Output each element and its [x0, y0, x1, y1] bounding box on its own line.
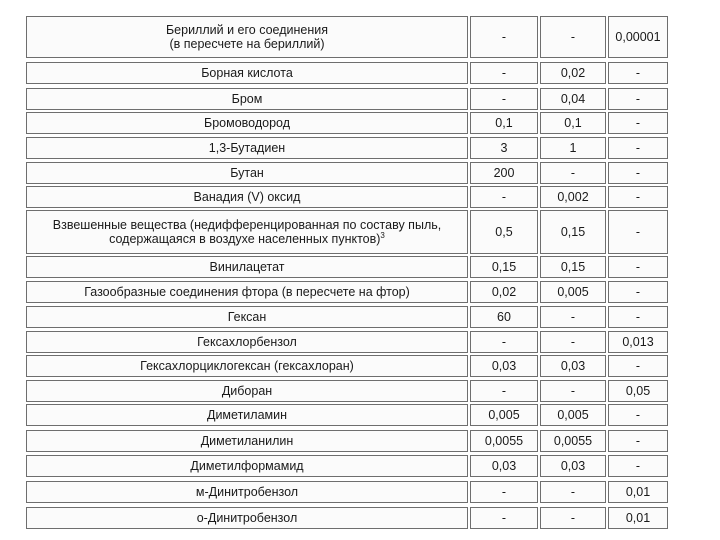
- table-row: [0, 16, 720, 58]
- value-cell-3: -: [608, 306, 668, 328]
- substance-name-line: [230, 166, 264, 180]
- substance-name-cell: [26, 306, 468, 328]
- substance-name-text: Борная кислота: [201, 66, 293, 80]
- value-cell-2: 0,0055: [540, 430, 606, 452]
- table-row: [0, 380, 720, 402]
- substance-name-cell: [26, 481, 468, 503]
- substance-name-text: Бром: [231, 92, 263, 106]
- value-cell-2: 0,005: [540, 404, 606, 426]
- value-cell-1: -: [470, 380, 538, 402]
- value-cell-3: -: [608, 404, 668, 426]
- table-row: [0, 306, 720, 328]
- table-row: [0, 331, 720, 353]
- table-row: [0, 404, 720, 426]
- value-cell-3: 0,00001: [608, 16, 668, 58]
- value-cell-3: -: [608, 162, 668, 184]
- value-cell-2: -: [540, 16, 606, 58]
- substance-name-cell: [26, 62, 468, 84]
- value-cell-3: 0,01: [608, 507, 668, 529]
- value-cell-2: 0,03: [540, 355, 606, 377]
- table-row: [0, 430, 720, 452]
- value-cell-1: 60: [470, 306, 538, 328]
- substance-name-text: о-Динитробензол: [196, 511, 298, 525]
- value-cell-3: -: [608, 430, 668, 452]
- table-row: [0, 355, 720, 377]
- substance-name-line: [201, 434, 294, 448]
- substance-name-text: Гексан: [227, 310, 267, 324]
- substance-name-text: Гексахлорбензол: [197, 335, 297, 349]
- value-cell-1: -: [470, 62, 538, 84]
- value-cell-2: 0,02: [540, 62, 606, 84]
- substance-name-text: Гексахлорциклогексан (гексахлоран): [140, 359, 354, 373]
- substance-name-line: [210, 260, 285, 274]
- substance-name-line: [140, 359, 354, 373]
- table-row: [0, 256, 720, 278]
- substance-name-line: [190, 459, 303, 473]
- value-cell-1: 0,005: [470, 404, 538, 426]
- substance-name-line: [53, 232, 441, 246]
- substance-name-cell: [26, 137, 468, 159]
- substance-name-text: Взвешенные вещества (недифференцированная по составу пыль,: [52, 218, 442, 232]
- substance-name-cell: [26, 430, 468, 452]
- table-row: [0, 112, 720, 134]
- substance-name-line: [197, 511, 298, 525]
- substance-name-cell: [26, 331, 468, 353]
- value-cell-3: -: [608, 186, 668, 208]
- value-cell-2: 0,15: [540, 210, 606, 254]
- substance-name-text: Винилацетат: [209, 260, 285, 274]
- substance-name-cell: [26, 162, 468, 184]
- substance-name-cell: [26, 404, 468, 426]
- substance-name-cell: [26, 355, 468, 377]
- substance-name-line: [207, 408, 287, 422]
- substance-name-cell: [26, 380, 468, 402]
- substance-name-line: [194, 190, 301, 204]
- value-cell-1: -: [470, 186, 538, 208]
- value-cell-1: 200: [470, 162, 538, 184]
- substance-name-line: [228, 310, 267, 324]
- table-row: [0, 481, 720, 503]
- value-cell-1: 0,5: [470, 210, 538, 254]
- value-cell-2: 0,002: [540, 186, 606, 208]
- value-cell-3: -: [608, 256, 668, 278]
- substance-name-text: Бутан: [230, 166, 264, 180]
- value-cell-3: -: [608, 137, 668, 159]
- substance-name-text: (в пересчете на бериллий): [169, 37, 325, 51]
- substance-name-line: [201, 66, 293, 80]
- substance-name-cell: [26, 88, 468, 110]
- substance-name-text: Бериллий и его соединения: [165, 23, 329, 37]
- substance-name-text: Бромоводород: [204, 116, 290, 130]
- substance-name-cell: [26, 455, 468, 477]
- substance-name-line: [209, 141, 285, 155]
- substance-name-text: содержащаяся в воздухе населенных пунктов): [109, 232, 381, 246]
- value-cell-3: -: [608, 62, 668, 84]
- value-cell-3: 0,01: [608, 481, 668, 503]
- value-cell-1: 0,1: [470, 112, 538, 134]
- value-cell-2: 0,04: [540, 88, 606, 110]
- substance-name-line: [84, 285, 410, 299]
- substance-name-cell: [26, 112, 468, 134]
- value-cell-1: 0,0055: [470, 430, 538, 452]
- value-cell-1: 0,02: [470, 281, 538, 303]
- substance-name-text: Диметилформамид: [190, 459, 304, 473]
- substance-name-text: Ванадия (V) оксид: [193, 190, 301, 204]
- table-row: [0, 162, 720, 184]
- value-cell-2: 0,005: [540, 281, 606, 303]
- substance-name-text: м-Динитробензол: [195, 485, 299, 499]
- value-cell-3: -: [608, 210, 668, 254]
- value-cell-3: -: [608, 355, 668, 377]
- table-row: [0, 507, 720, 529]
- substance-name-cell: [26, 16, 468, 58]
- value-cell-2: 0,15: [540, 256, 606, 278]
- table-row: [0, 281, 720, 303]
- value-cell-3: 0,013: [608, 331, 668, 353]
- value-cell-3: -: [608, 112, 668, 134]
- value-cell-3: -: [608, 281, 668, 303]
- substance-name-line: [166, 23, 328, 37]
- value-cell-2: -: [540, 507, 606, 529]
- substance-name-text: Диборан: [221, 384, 273, 398]
- value-cell-2: -: [540, 162, 606, 184]
- value-cell-2: -: [540, 481, 606, 503]
- value-cell-1: -: [470, 88, 538, 110]
- value-cell-3: 0,05: [608, 380, 668, 402]
- table-row: [0, 88, 720, 110]
- footnote-mark: 3: [380, 230, 385, 240]
- substance-name-line: [166, 37, 328, 51]
- substance-name-text: 1,3-Бутадиен: [208, 141, 286, 155]
- value-cell-1: 0,03: [470, 455, 538, 477]
- substance-name-cell: [26, 256, 468, 278]
- value-cell-1: -: [470, 331, 538, 353]
- table-row: [0, 62, 720, 84]
- substance-name-cell: [26, 186, 468, 208]
- value-cell-1: -: [470, 16, 538, 58]
- substance-name-text: Диметиланилин: [200, 434, 294, 448]
- substance-name-cell: [26, 507, 468, 529]
- substance-name-cell: [26, 281, 468, 303]
- table-row: [0, 186, 720, 208]
- value-cell-3: -: [608, 455, 668, 477]
- value-cell-2: -: [540, 380, 606, 402]
- value-cell-1: -: [470, 481, 538, 503]
- substance-name-text: Газообразные соединения фтора (в пересчете на фтор): [84, 285, 410, 299]
- substance-name-line: [222, 384, 272, 398]
- table-row: [0, 210, 720, 254]
- value-cell-1: 3: [470, 137, 538, 159]
- value-cell-2: -: [540, 306, 606, 328]
- substance-name-line: [197, 335, 297, 349]
- substance-name-line: [232, 92, 263, 106]
- value-cell-1: 0,03: [470, 355, 538, 377]
- substance-name-text: Диметиламин: [206, 408, 287, 422]
- substance-name-line: [204, 116, 290, 130]
- table-row: [0, 137, 720, 159]
- value-cell-2: 0,1: [540, 112, 606, 134]
- substance-name-cell: [26, 210, 468, 254]
- value-cell-3: -: [608, 88, 668, 110]
- substance-name-line: [196, 485, 298, 499]
- value-cell-2: -: [540, 331, 606, 353]
- value-cell-1: -: [470, 507, 538, 529]
- value-cell-1: 0,15: [470, 256, 538, 278]
- table-row: [0, 455, 720, 477]
- value-cell-2: 0,03: [540, 455, 606, 477]
- value-cell-2: 1: [540, 137, 606, 159]
